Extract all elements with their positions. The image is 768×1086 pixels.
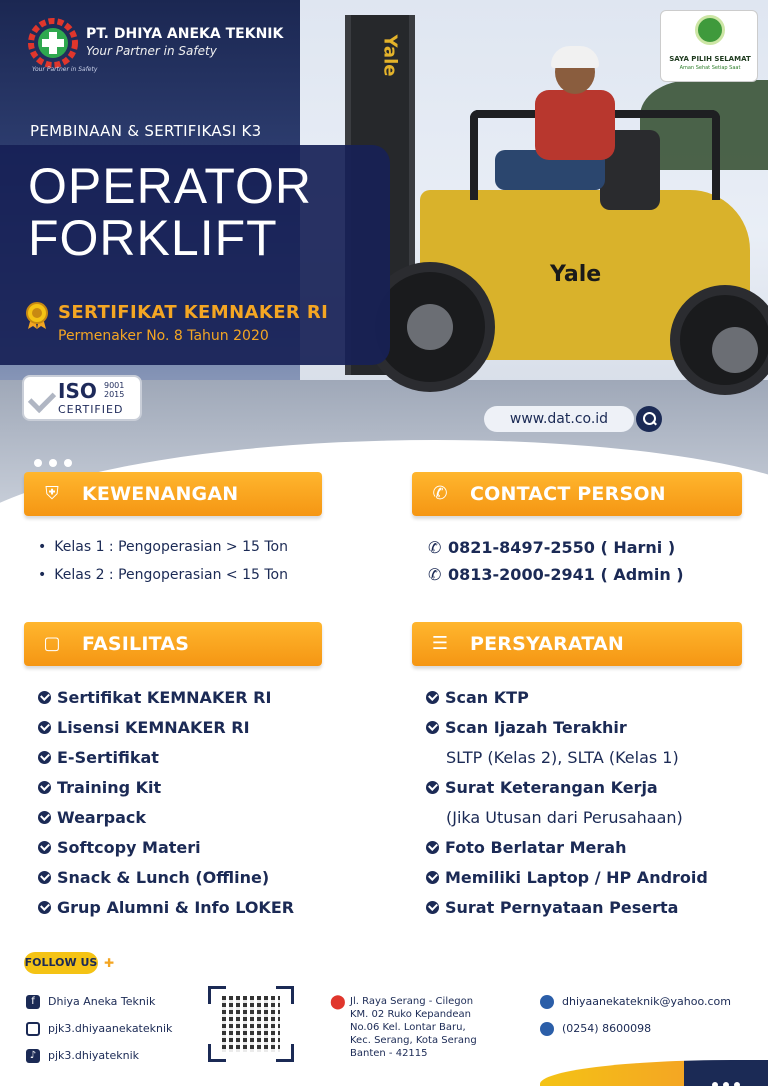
address-line: KM. 02 Ruko Kepandean	[350, 1009, 472, 1020]
iso-label: ISO	[58, 379, 97, 403]
bottom-dots	[712, 1073, 745, 1086]
add-user-icon: ✚	[104, 956, 115, 970]
certificate-label: SERTIFIKAT KEMNAKER RI	[58, 302, 329, 323]
company-name: PT. DHIYA ANEKA TEKNIK	[86, 26, 284, 42]
check-circle-icon	[38, 841, 51, 854]
fasilitas-item-text: Snack & Lunch (Offline)	[57, 868, 270, 887]
facebook-link[interactable]	[26, 995, 155, 1009]
facebook-label: Dhiya Aneka Teknik	[48, 995, 156, 1008]
qr-code[interactable]	[208, 986, 294, 1062]
check-circle-icon	[38, 751, 51, 764]
fasilitas-item	[38, 838, 201, 857]
contact-title: CONTACT PERSON	[470, 483, 666, 505]
medal-icon	[25, 302, 49, 330]
fasilitas-item-text: E-Sertifikat	[57, 748, 159, 767]
fasilitas-item-text: Sertifikat KEMNAKER RI	[57, 688, 272, 707]
phone-icon: ✆	[428, 565, 442, 584]
contact-phone[interactable]	[428, 565, 684, 584]
check-circle-icon	[426, 841, 439, 854]
persyaratan-item	[426, 688, 529, 707]
iso-year-2: 2015	[104, 390, 125, 399]
persyaratan-item	[426, 838, 626, 857]
fasilitas-item	[38, 718, 250, 737]
persyaratan-item	[426, 778, 658, 797]
instagram-link[interactable]	[26, 1022, 172, 1036]
check-circle-icon	[426, 781, 439, 794]
fasilitas-item	[38, 778, 161, 797]
website-url[interactable]: www.dat.co.id	[484, 406, 634, 432]
kewenangan-title: KEWENANGAN	[82, 483, 239, 505]
iso-year-1: 9001	[104, 381, 125, 390]
check-circle-icon	[38, 871, 51, 884]
phone-icon: ✆	[428, 538, 442, 557]
contact-phone[interactable]	[428, 538, 675, 557]
tiktok-link[interactable]	[26, 1049, 139, 1063]
subtitle: PEMBINAAN & SERTIFIKASI K3	[30, 122, 262, 140]
phone-link[interactable]	[540, 1022, 651, 1036]
instagram-label: pjk3.dhiyaanekateknik	[48, 1022, 173, 1035]
fasilitas-item	[38, 748, 159, 767]
mast-brand: Yale	[379, 34, 401, 77]
phone-icon: ✆	[432, 483, 448, 504]
email-link[interactable]	[540, 995, 731, 1009]
iso-badge	[22, 375, 142, 421]
check-circle-icon	[38, 811, 51, 824]
persyaratan-item	[426, 718, 627, 737]
fasilitas-item-text: Grup Alumni & Info LOKER	[57, 898, 295, 917]
persyaratan-item-text: Scan Ijazah Terakhir	[445, 718, 627, 737]
persyaratan-title: PERSYARATAN	[470, 633, 625, 655]
persyaratan-item-text: Memiliki Laptop / HP Android	[445, 868, 708, 887]
persyaratan-item-text: Foto Berlatar Merah	[445, 838, 627, 857]
persyaratan-item-text: Scan KTP	[445, 688, 529, 707]
persyaratan-note: SLTP (Kelas 2), SLTA (Kelas 1)	[446, 748, 679, 767]
safety-badge	[660, 10, 758, 82]
telephone-icon	[540, 1022, 554, 1036]
persyaratan-header	[412, 622, 742, 666]
address	[350, 995, 477, 1060]
company-logo	[28, 18, 78, 68]
email-icon	[540, 995, 554, 1009]
facebook-icon: f	[26, 995, 40, 1009]
contact-header	[412, 472, 742, 516]
tiktok-label: pjk3.dhiyateknik	[48, 1049, 140, 1062]
address-line: Jl. Raya Serang - Cilegon	[350, 996, 474, 1007]
iso-certified: CERTIFIED	[58, 403, 124, 416]
safety-badge-subtitle: Aman Sehat Setiap Saat	[679, 65, 741, 71]
check-circle-icon	[38, 721, 51, 734]
shield-icon: ⛨	[45, 483, 59, 504]
search-icon[interactable]	[636, 406, 662, 432]
fasilitas-item	[38, 808, 146, 827]
check-circle-icon	[38, 691, 51, 704]
forklift-brand: Yale	[550, 262, 602, 287]
fasilitas-item	[38, 868, 269, 887]
safety-badge-icon	[695, 15, 725, 45]
kewenangan-item: • Kelas 2 : Pengoperasian < 15 Ton	[38, 567, 288, 583]
persyaratan-item	[426, 898, 678, 917]
regulation-label: Permenaker No. 8 Tahun 2020	[58, 328, 269, 344]
fasilitas-item-text: Lisensi KEMNAKER RI	[57, 718, 250, 737]
iso-check-icon	[28, 385, 56, 413]
decorative-dots	[34, 452, 79, 471]
check-circle-icon	[426, 871, 439, 884]
address-line: No.06 Kel. Lontar Baru,	[350, 1022, 466, 1033]
instagram-icon	[26, 1022, 40, 1036]
kewenangan-item: • Kelas 1 : Pengoperasian > 15 Ton	[38, 539, 288, 555]
company-tagline: Your Partner in Safety	[86, 44, 217, 58]
address-line: Banten - 42115	[350, 1048, 428, 1059]
check-circle-icon	[426, 901, 439, 914]
fasilitas-item	[38, 688, 271, 707]
check-circle-icon	[426, 721, 439, 734]
document-icon: ☰	[431, 633, 449, 654]
fasilitas-header	[24, 622, 322, 666]
iso-years	[104, 381, 124, 399]
check-circle-icon	[38, 781, 51, 794]
fasilitas-title: FASILITAS	[82, 633, 190, 655]
persyaratan-note: (Jika Utusan dari Perusahaan)	[446, 808, 683, 827]
persyaratan-item-text: Surat Keterangan Kerja	[445, 778, 658, 797]
page-title	[28, 160, 312, 264]
contact-phone-text: 0821-8497-2550 ( Harni )	[448, 538, 676, 557]
tiktok-icon: ♪	[26, 1049, 40, 1063]
title-line-2: FORKLIFT	[28, 210, 278, 266]
fasilitas-item-text: Training Kit	[57, 778, 162, 797]
location-pin-icon: ⬤	[330, 994, 346, 1010]
operator-person	[515, 50, 625, 210]
persyaratan-item	[426, 868, 708, 887]
safety-badge-title: SAYA PILIH SELAMAT	[669, 55, 751, 63]
kewenangan-header	[24, 472, 322, 516]
fasilitas-item-text: Softcopy Materi	[57, 838, 201, 857]
bag-icon: ▢	[43, 633, 61, 654]
fasilitas-item-text: Wearpack	[57, 808, 146, 827]
email-label: dhiyaanekateknik@yahoo.com	[562, 995, 731, 1008]
address-line: Kec. Serang, Kota Serang	[350, 1035, 477, 1046]
check-circle-icon	[38, 901, 51, 914]
phone-label: (0254) 8600098	[562, 1022, 652, 1035]
title-line-1: OPERATOR	[28, 158, 312, 214]
logo-tagline: Your Partner in Safety	[32, 66, 98, 73]
contact-phone-text: 0813-2000-2941 ( Admin )	[448, 565, 684, 584]
check-circle-icon	[426, 691, 439, 704]
persyaratan-item-text: Surat Pernyataan Peserta	[445, 898, 679, 917]
fasilitas-item	[38, 898, 294, 917]
follow-us-badge: FOLLOW US	[24, 952, 98, 974]
